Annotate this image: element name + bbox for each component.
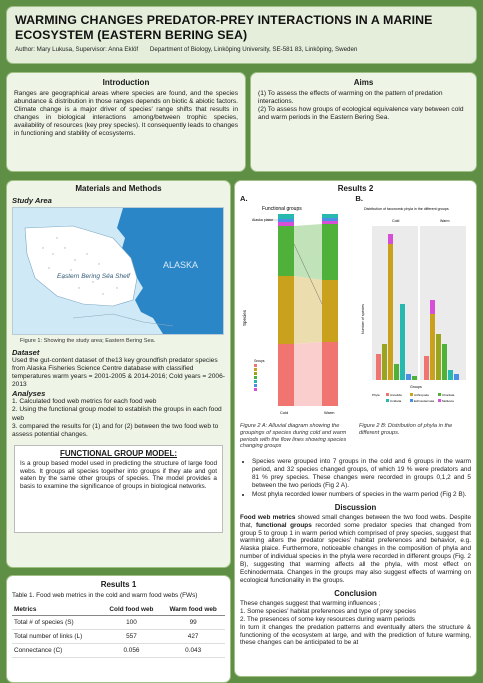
phyla-facet-cold: Cold [392,219,400,223]
map-label-sea: Eastern Bering Sea Shelf [57,273,130,280]
legend-phylum: Annelida [390,393,402,397]
discussion-text [240,514,471,585]
table-caption: Table 1. Food web metrics in the cold and warm food webs (FWs) [12,592,198,599]
phyla-svg [358,204,472,420]
fgm-heading: FUNCTIONAL GROUP MODEL: [59,448,178,458]
legend-phylum: Cnidaria [390,399,402,403]
discussion-lead: Food web metrics [240,513,296,521]
metric-name: Total number of links (L) [12,630,102,644]
analysis-1: 1. Calculated food web metrics for each food web [12,398,157,406]
results2-section [234,180,477,677]
author-names: Author: Mary Lukusa, Supervisor: Anna Eklöf [15,46,139,53]
legend-phylum: Chordata [442,393,455,397]
analysis-2: 2. Using the functional group model to establish the groups in each food web [12,406,222,422]
study-area-map [12,207,224,335]
introduction-heading: Introduction [102,78,150,87]
affiliation: Department of Biology, Linköping University, SE-581 83, Linköping, Sweden [149,46,358,53]
discussion-heading: Discussion [334,502,377,512]
poster-title: WARMING CHANGES PREDATOR-PREY INTERACTIONS IN A MARINE ECOSYSTEM (EASTERN BERING SEA) [15,13,433,42]
table-row [12,630,225,644]
conclusion-line-2: 1. Some species' habitat preferences and type of prey species [240,607,416,615]
alluvial-legend [254,359,265,391]
map-graphic [13,208,223,334]
metric-cold: 0.056 [102,644,162,658]
conclusion-line-1: These changes suggest that warming influences ; [240,599,381,607]
legend-phylum: Mollusca [442,399,454,403]
discussion-text-1: showed small changes between the two food webs. Despite that, [240,513,471,529]
alluvial-x-cold: Cold [280,410,289,415]
legend-phylum: Echinodermata [414,399,435,403]
aim-2: (2) To assess how groups of ecological equivalence vary between cold and warm periods in the Eastern Bering Sea. [258,106,464,122]
alluvial-note: Alaska plaice [252,218,274,222]
phyla-xlabel: Groups [410,385,422,389]
conclusion-line-4: In turn it changes the predation patterns and eventually alters the structure & functioning of the ecosystem at large, and with the prediction of future warming, these changes can be anticipated to be at [240,623,471,647]
phyla-title: Distribution of taxonomic phyla in the different groups [364,207,449,211]
conclusion-heading: Conclusion [334,588,377,598]
analyses-heading: Analyses [12,389,46,399]
functional-group-model-box [14,445,223,533]
table-row [12,616,225,630]
results1-heading: Results 1 [100,580,137,589]
metric-cold: 557 [102,630,162,644]
discussion-text-2: recorded some predator species that changed from group 5 to group 1 in warm period which comprised of prey species, suggest that warming alters the predator species' habitat preferences and behavior, e.g. Alaska plaice. Furthermore, noticeable changes in the composition of phyla and number of individual species in the phyla were recorded in different groups (Fig. 2 B), suggesting that warming affects all the phyla, with most effect on Echinodermata. Changes in the groups may also suggest effects of warming on ecological functionality in the groups. [240,521,471,584]
col-cold: Cold food web [102,604,162,616]
study-area-heading: Study Area [12,196,52,205]
table-header-row [12,604,225,616]
results2-bullet-2: • Most phyla recorded lower numbers of species in the warm period (Fig 2 B). [252,491,471,499]
col-metrics: Metrics [12,604,102,616]
results2-heading: Results 2 [337,184,374,193]
results1-section [6,575,231,683]
legend-title: Groups [254,359,265,363]
aims-heading: Aims [353,78,374,87]
dataset-heading: Dataset [12,348,40,357]
metric-warm: 99 [161,616,225,630]
fgm-text: Is a group based model used in predicting the structure of large food webs. It groups all species together into groups if they ate and got eaten by the same other groups of species. The model provides a basis to examine the significance of groups in biological networks. [20,459,217,491]
map-label-alaska: ALASKA [163,260,199,270]
metric-name: Total # of species (S) [12,616,102,630]
figure-2a-caption: Figure 2 A: Alluvial diagram showing the groupings of species during cold and warm periods with the flow lines showing species changing groups [240,423,347,450]
aim-1: (1) To assess the effects of warming on the pattern of predation interactions. [258,90,443,106]
metric-warm: 0.043 [161,644,225,658]
aims-section [250,72,477,172]
col-warm: Warm food web [161,604,225,616]
poster-header [6,6,477,64]
figure-2b-caption: Figure 2 B: Distribution of phyla in the different groups. [359,423,453,436]
phyla-legend-label: Phyla [372,393,380,397]
phyla-facet-warm: Warm [440,219,450,223]
discussion-bold-2: functional groups [256,521,312,529]
legend-phylum: Arthropoda [414,393,429,397]
analysis-3: 3. compared the results for (1) and for (2) between the two food web to assess potential changes. [12,422,219,438]
table-row [12,644,225,658]
metrics-table [12,604,225,658]
methods-heading: Materials and Methods [75,184,162,193]
methods-section [6,180,231,568]
conclusion-line-3: 2. The presences of some key resources during warm periods [240,615,415,623]
dataset-text: Used the gut-content dataset of the13 key groundfish predator species from Alaska Fisheries Science Centre database with classified temperatures warm years = 2001-2005 & 2014-2016; Cold years = 2006-2013 [12,357,225,389]
results2-bullet-1: • Species were grouped into 7 groups in the cold and 6 groups in the warm period, and 32 species changed groups, of which 19 % were predators and 81 % prey species. These changes were recorded in groups 0,1,2 and 5 between the two periods (Fig 2 A). [252,458,471,490]
metric-name: Connectance (C) [12,644,102,658]
introduction-section [6,72,246,172]
figure-b-label: B. [355,194,363,203]
alluvial-ylabel: Species [242,309,247,326]
phyla-ylabel: Number of species [361,304,365,334]
figure-2a-alluvial [240,204,358,420]
map-caption: Figure 1: Showing the study area; Eastern Bering Sea. [20,338,156,344]
introduction-text: Ranges are geographical areas where species are found, and the species abundance & distribution in those ranges depends on biotic & abiotic factors. Climate change is a major driver of species' range shifts that results in changes in biological interactions among/between trophic species, availability of resources (key prey species). It consequently leads to changes in functioning and stability of ecosystems. [14,90,238,138]
poster-authors [15,46,468,53]
figure-a-label: A. [240,194,248,203]
alluvial-title: Functional groups [262,206,302,212]
metric-cold: 100 [102,616,162,630]
alluvial-x-warm: Warm [324,410,335,415]
alluvial-svg [240,204,358,420]
alluvial-cold-column [278,214,294,406]
metric-warm: 427 [161,630,225,644]
results2-bullets [252,458,471,499]
alluvial-warm-column [322,214,338,406]
phyla-legend [372,393,455,403]
figure-2b-phyla [358,204,472,420]
